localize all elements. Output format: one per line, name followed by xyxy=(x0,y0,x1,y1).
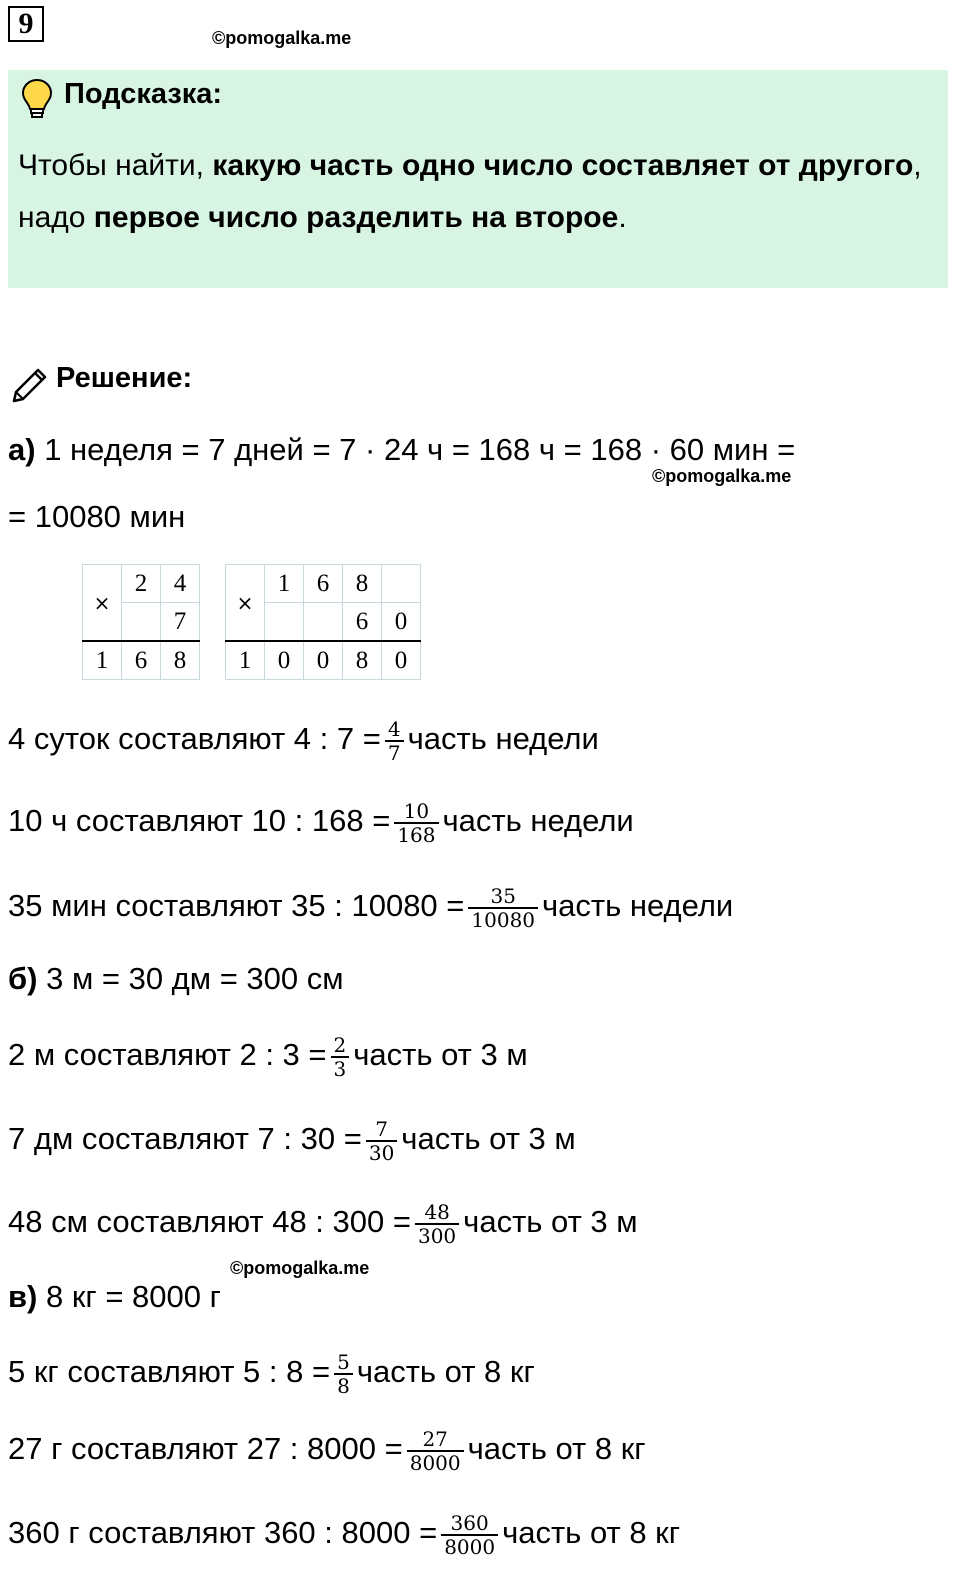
solution-title: Решение: xyxy=(56,362,193,394)
cell: 8 xyxy=(161,641,200,680)
c-fraction-line-1: 5 кг составляют 5 : 8 = $\frac{5}{8}$ часть от 8 кг xyxy=(8,1350,535,1398)
fraction: $\frac{360}{8000}$ xyxy=(441,1512,498,1558)
watermark-mid: ©pomogalka.me xyxy=(652,466,792,486)
b-fraction-line-3: 48 см составляют 48 : 300 = $\frac{48}{300}$ часть от 3 м xyxy=(8,1200,638,1248)
lightbulb-icon xyxy=(20,78,54,120)
task-number: 9 xyxy=(8,6,44,42)
cell: 0 xyxy=(382,641,421,680)
fraction: $\frac{27}{8000}$ xyxy=(407,1428,464,1474)
c-line: в) 8 кг = 8000 г xyxy=(8,1279,221,1314)
b-fraction-line-1: 2 м составляют 2 : 3 = $\frac{2}{3}$ часть от 3 м xyxy=(8,1033,528,1081)
cell: 6 xyxy=(122,641,161,680)
times-sign: × xyxy=(83,565,122,642)
fraction: $\frac{7}{30}$ xyxy=(366,1118,397,1164)
watermark-bottom: ©pomogalka.me xyxy=(230,1258,370,1278)
b-line: б) 3 м = 30 дм = 300 см xyxy=(8,961,344,996)
cell: 7 xyxy=(161,603,200,642)
fraction: $\frac{10}{168}$ xyxy=(394,800,438,846)
cell: 0 xyxy=(304,641,343,680)
multiplication-168x60 xyxy=(225,564,421,680)
a-fraction-line-2: 10 ч составляют 10 : 168 = $\frac{10}{168}$ часть недели xyxy=(8,799,634,847)
fraction: $\frac{48}{300}$ xyxy=(415,1201,459,1247)
cell: 2 xyxy=(122,565,161,603)
cell: 8 xyxy=(343,565,382,603)
fraction: $\frac{4}{7}$ xyxy=(385,718,404,764)
a-fraction-line-3: 35 мин составляют 35 : 10080 = $\frac{35}{10080}$ часть недели xyxy=(8,884,734,932)
cell xyxy=(122,603,161,642)
cell: 1 xyxy=(265,565,304,603)
cell: 0 xyxy=(265,641,304,680)
a-fraction-line-1: 4 суток составляют 4 : 7 = $\frac{4}{7}$ часть недели xyxy=(8,717,599,765)
cell xyxy=(304,603,343,642)
hint-title: Подсказка: xyxy=(64,78,223,110)
cell: 6 xyxy=(304,565,343,603)
hint-text: Чтобы найти, какую часть одно число составляет от другого, надо первое число разделить на второе. xyxy=(18,149,922,234)
fraction: $\frac{5}{8}$ xyxy=(334,1351,353,1397)
a-line-1: а) 1 неделя = 7 дней = 7 · 24 ч = 168 ч = 168 · 60 мин = xyxy=(8,432,796,467)
a-line-2: = 10080 мин xyxy=(8,499,186,534)
cell: 8 xyxy=(343,641,382,680)
cell xyxy=(382,565,421,603)
c-fraction-line-3: 360 г составляют 360 : 8000 = $\frac{360}{8000}$ часть от 8 кг xyxy=(8,1511,681,1559)
b-fraction-line-2: 7 дм составляют 7 : 30 = $\frac{7}{30}$ часть от 3 м xyxy=(8,1117,576,1165)
cell: 4 xyxy=(161,565,200,603)
cell: 1 xyxy=(83,641,122,680)
c-fraction-line-2: 27 г составляют 27 : 8000 = $\frac{27}{8000}$ часть от 8 кг xyxy=(8,1427,646,1475)
cell: 6 xyxy=(343,603,382,642)
multiplication-24x7 xyxy=(82,564,200,680)
watermark-top: ©pomogalka.me xyxy=(212,28,352,48)
cell: 1 xyxy=(226,641,265,680)
pencil-icon xyxy=(10,362,52,404)
cell xyxy=(265,603,304,642)
cell: 0 xyxy=(382,603,421,642)
times-sign: × xyxy=(226,565,265,642)
fraction: $\frac{35}{10080}$ xyxy=(468,885,538,931)
fraction: $\frac{2}{3}$ xyxy=(331,1034,350,1080)
